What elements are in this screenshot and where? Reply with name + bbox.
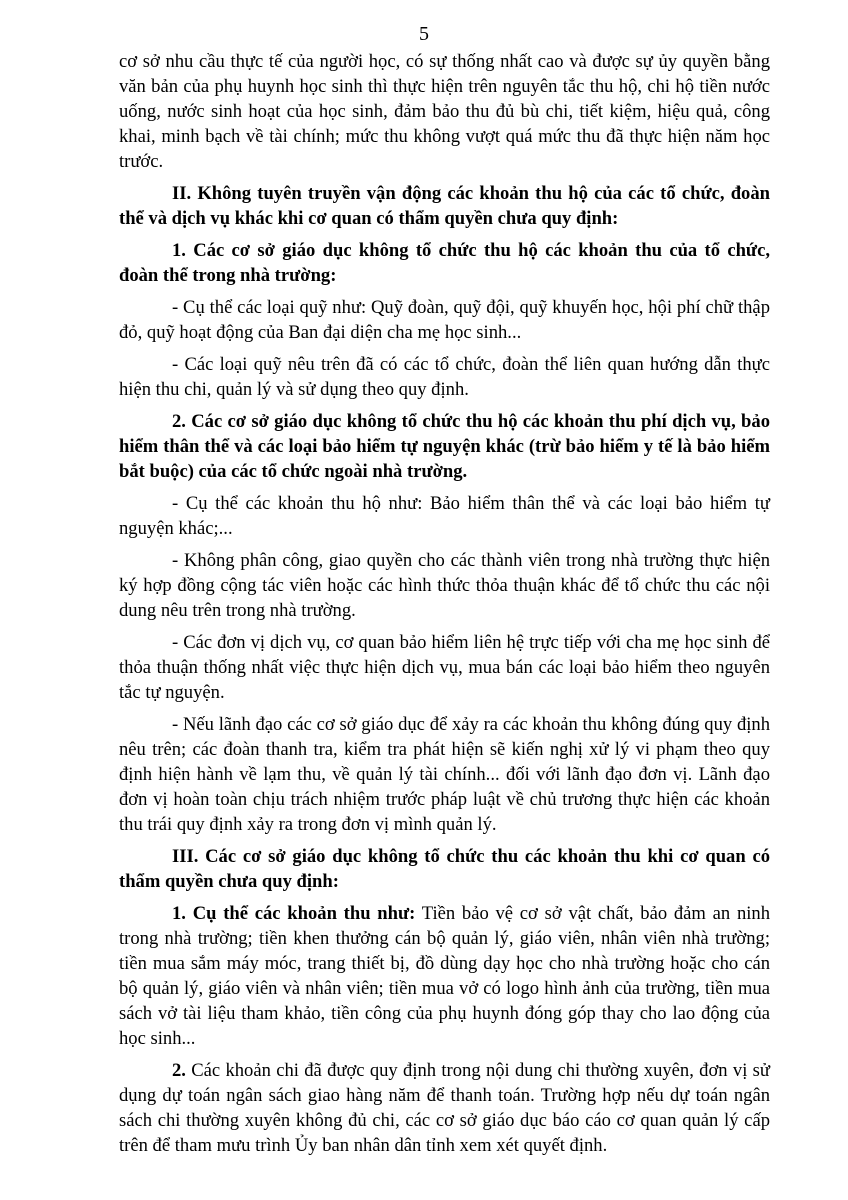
paragraph-iii-1-text: Tiền bảo vệ cơ sở vật chất, bảo đảm an ninh trong nhà trường; tiền khen thưởng cán bộ quản lý, giáo viên, nhân viên nhà trường; tiền mua sắm máy móc, trang thiết bị, đồ dùng dạy học cho nhà trường hoặc cho cán bộ quản lý, giáo viên và nhân viên; tiền mua vở có logo hình ảnh của trường, tiền mua sách vở tài liệu tham khảo, tiền công của phụ huynh đóng góp thay cho lao động của học sinh... (119, 903, 770, 1049)
section-heading-iii: III. Các cơ sở giáo dục không tổ chức thu các khoản thu khi cơ quan có thẩm quyền chưa quy định: (119, 846, 770, 892)
paragraph-iii-2-text: Các khoản chi đã được quy định trong nội dung chi thường xuyên, đơn vị sử dụng dự toán ngân sách giao hàng năm để thanh toán. Trường hợp nếu dự toán ngân sách chi thường xuyên không đủ chi, các cơ sở giáo dục báo cáo cơ quan quản lý cấp trên để tham mưu trình Ủy ban nhân dân tỉnh xem xét quyết định. (119, 1060, 770, 1156)
document-body (119, 49, 770, 1165)
section-heading-ii: II. Không tuyên truyền vận động các khoản thu hộ của các tổ chức, đoàn thể và dịch vụ khác khi cơ quan có thẩm quyền chưa quy định: (119, 183, 770, 229)
paragraph-ii-2-c: - Các đơn vị dịch vụ, cơ quan bảo hiểm liên hệ trực tiếp với cha mẹ học sinh để thỏa thuận thống nhất việc thực hiện dịch vụ, mua bán các loại bảo hiểm theo nguyên tắc tự nguyện. (119, 632, 770, 703)
paragraph-iii-1 (119, 901, 770, 1051)
page-number: 5 (419, 23, 429, 45)
paragraph-ii-1-a: - Cụ thể các loại quỹ như: Quỹ đoàn, quỹ đội, quỹ khuyến học, hội phí chữ thập đỏ, quỹ hoạt động của Ban đại diện cha mẹ học sinh... (119, 297, 770, 343)
paragraph-iii-2 (119, 1058, 770, 1158)
paragraph-ii-2-b: - Không phân công, giao quyền cho các thành viên trong nhà trường thực hiện ký hợp đồng cộng tác viên hoặc các hình thức thỏa thuận khác để tổ chức thu các nội dung nêu trên trong nhà trường. (119, 550, 770, 621)
paragraph-ii-2-d: - Nếu lãnh đạo các cơ sở giáo dục để xảy ra các khoản thu không đúng quy định nêu trên; các đoàn thanh tra, kiểm tra phát hiện sẽ kiến nghị xử lý vi phạm theo quy định hiện hành về lạm thu, về quản lý tài chính... đối với lãnh đạo đơn vị. Lãnh đạo đơn vị hoàn toàn chịu trách nhiệm trước pháp luật về chủ trương thực hiện các khoản thu trái quy định xảy ra trong đơn vị mình quản lý. (119, 714, 770, 835)
paragraph-ii-2-a: - Cụ thể các khoản thu hộ như: Bảo hiểm thân thể và các loại bảo hiểm tự nguyện khác;... (119, 493, 770, 539)
subsection-heading-ii-2: 2. Các cơ sở giáo dục không tổ chức thu hộ các khoản thu phí dịch vụ, bảo hiểm thân thể và các loại bảo hiểm tự nguyện khác (trừ bảo hiểm y tế là bảo hiểm bắt buộc) của các tổ chức ngoài nhà trường. (119, 411, 770, 482)
subsection-heading-ii-1: 1. Các cơ sở giáo dục không tổ chức thu hộ các khoản thu của tổ chức, đoàn thể trong nhà trường: (119, 240, 770, 286)
paragraph-iii-2-lead: 2. (172, 1060, 186, 1081)
paragraph-ii-1-b: - Các loại quỹ nêu trên đã có các tổ chức, đoàn thể liên quan hướng dẫn thực hiện thu chi, quản lý và sử dụng theo quy định. (119, 354, 770, 400)
paragraph-continuation: cơ sở nhu cầu thực tế của người học, có sự thống nhất cao và được sự ủy quyền bằng văn bản của phụ huynh học sinh thì thực hiện trên nguyên tắc thu hộ, chi hộ tiền nước uống, nước sinh hoạt của học sinh, đảm bảo thu đủ bù chi, tiết kiệm, hiệu quả, công khai, minh bạch về tài chính; mức thu không vượt quá mức thu đã thực hiện năm học trước. (119, 51, 770, 172)
paragraph-iii-1-lead: 1. Cụ thể các khoản thu như: (172, 903, 416, 924)
